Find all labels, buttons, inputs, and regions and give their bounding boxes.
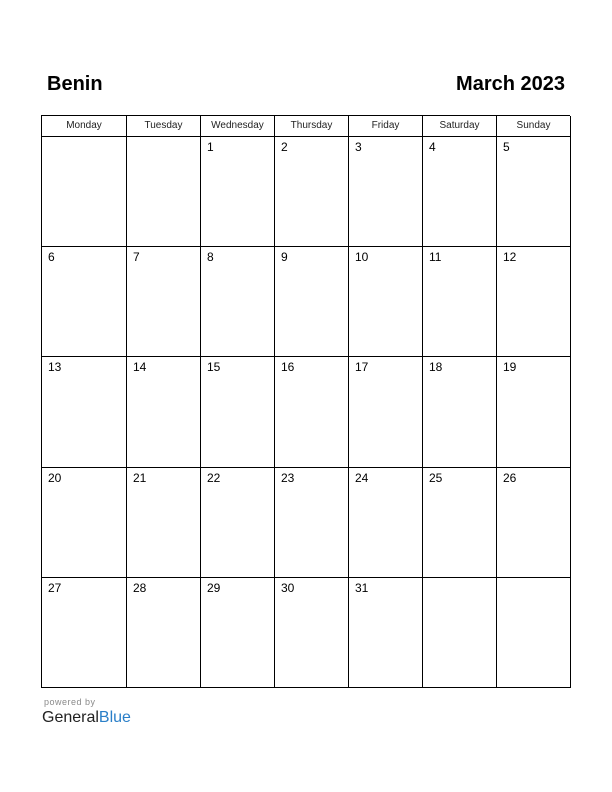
day-cell bbox=[275, 247, 349, 357]
day-number: 5 bbox=[503, 140, 510, 154]
day-cell bbox=[127, 468, 201, 578]
day-cell bbox=[127, 578, 201, 688]
day-cell bbox=[201, 137, 275, 247]
day-number: 30 bbox=[281, 581, 295, 595]
day-number: 15 bbox=[207, 360, 221, 374]
day-cell bbox=[497, 137, 571, 247]
weekday-header: Sunday bbox=[497, 116, 571, 137]
brand-blue-text: Blue bbox=[98, 709, 131, 726]
day-cell bbox=[201, 468, 275, 578]
day-cell bbox=[201, 357, 275, 468]
weekday-header: Tuesday bbox=[127, 116, 201, 137]
day-cell bbox=[275, 468, 349, 578]
day-number: 22 bbox=[207, 471, 221, 485]
brand-general-text: General bbox=[42, 709, 99, 726]
month-year-title: March 2023 bbox=[456, 73, 565, 95]
day-cell bbox=[127, 357, 201, 468]
day-number: 1 bbox=[207, 140, 214, 154]
weekday-header: Friday bbox=[349, 116, 423, 137]
day-number: 16 bbox=[281, 360, 295, 374]
empty-day-cell bbox=[42, 137, 127, 247]
day-number: 17 bbox=[355, 360, 369, 374]
day-number: 12 bbox=[503, 250, 517, 264]
day-number: 7 bbox=[133, 250, 140, 264]
weekday-header: Wednesday bbox=[201, 116, 275, 137]
day-cell bbox=[497, 357, 571, 468]
day-cell bbox=[423, 468, 497, 578]
empty-day-cell bbox=[497, 578, 571, 688]
day-number: 28 bbox=[133, 581, 147, 595]
day-number: 13 bbox=[48, 360, 62, 374]
calendar-grid bbox=[41, 115, 570, 688]
day-number: 18 bbox=[429, 360, 443, 374]
day-number: 20 bbox=[48, 471, 62, 485]
day-cell bbox=[42, 578, 127, 688]
day-number: 23 bbox=[281, 471, 295, 485]
day-cell bbox=[497, 247, 571, 357]
day-cell bbox=[349, 468, 423, 578]
day-number: 26 bbox=[503, 471, 517, 485]
day-cell bbox=[42, 357, 127, 468]
powered-by-label: powered by bbox=[44, 697, 96, 707]
day-cell bbox=[201, 247, 275, 357]
day-cell bbox=[201, 578, 275, 688]
country-title: Benin bbox=[47, 73, 103, 95]
day-number: 4 bbox=[429, 140, 436, 154]
day-cell bbox=[127, 247, 201, 357]
day-cell bbox=[497, 468, 571, 578]
weekday-header: Saturday bbox=[423, 116, 497, 137]
weekday-header: Thursday bbox=[275, 116, 349, 137]
day-cell bbox=[349, 578, 423, 688]
day-cell bbox=[275, 357, 349, 468]
footer bbox=[42, 697, 131, 728]
day-cell bbox=[275, 578, 349, 688]
day-number: 25 bbox=[429, 471, 443, 485]
day-number: 6 bbox=[48, 250, 55, 264]
day-cell bbox=[423, 247, 497, 357]
weekday-header: Monday bbox=[42, 116, 127, 137]
day-cell bbox=[349, 357, 423, 468]
day-cell bbox=[349, 137, 423, 247]
day-number: 27 bbox=[48, 581, 62, 595]
empty-day-cell bbox=[127, 137, 201, 247]
day-number: 21 bbox=[133, 471, 147, 485]
day-number: 29 bbox=[207, 581, 221, 595]
day-cell bbox=[42, 247, 127, 357]
day-cell bbox=[275, 137, 349, 247]
day-number: 14 bbox=[133, 360, 147, 374]
day-cell bbox=[423, 357, 497, 468]
day-number: 31 bbox=[355, 581, 369, 595]
day-number: 11 bbox=[429, 250, 442, 264]
day-number: 10 bbox=[355, 250, 369, 264]
empty-day-cell bbox=[423, 578, 497, 688]
day-number: 9 bbox=[281, 250, 288, 264]
day-number: 2 bbox=[281, 140, 288, 154]
day-number: 8 bbox=[207, 250, 214, 264]
day-cell bbox=[423, 137, 497, 247]
generalblue-logo[interactable] bbox=[42, 708, 131, 728]
day-cell bbox=[349, 247, 423, 357]
day-cell bbox=[42, 468, 127, 578]
day-number: 24 bbox=[355, 471, 369, 485]
day-number: 3 bbox=[355, 140, 362, 154]
day-number: 19 bbox=[503, 360, 517, 374]
